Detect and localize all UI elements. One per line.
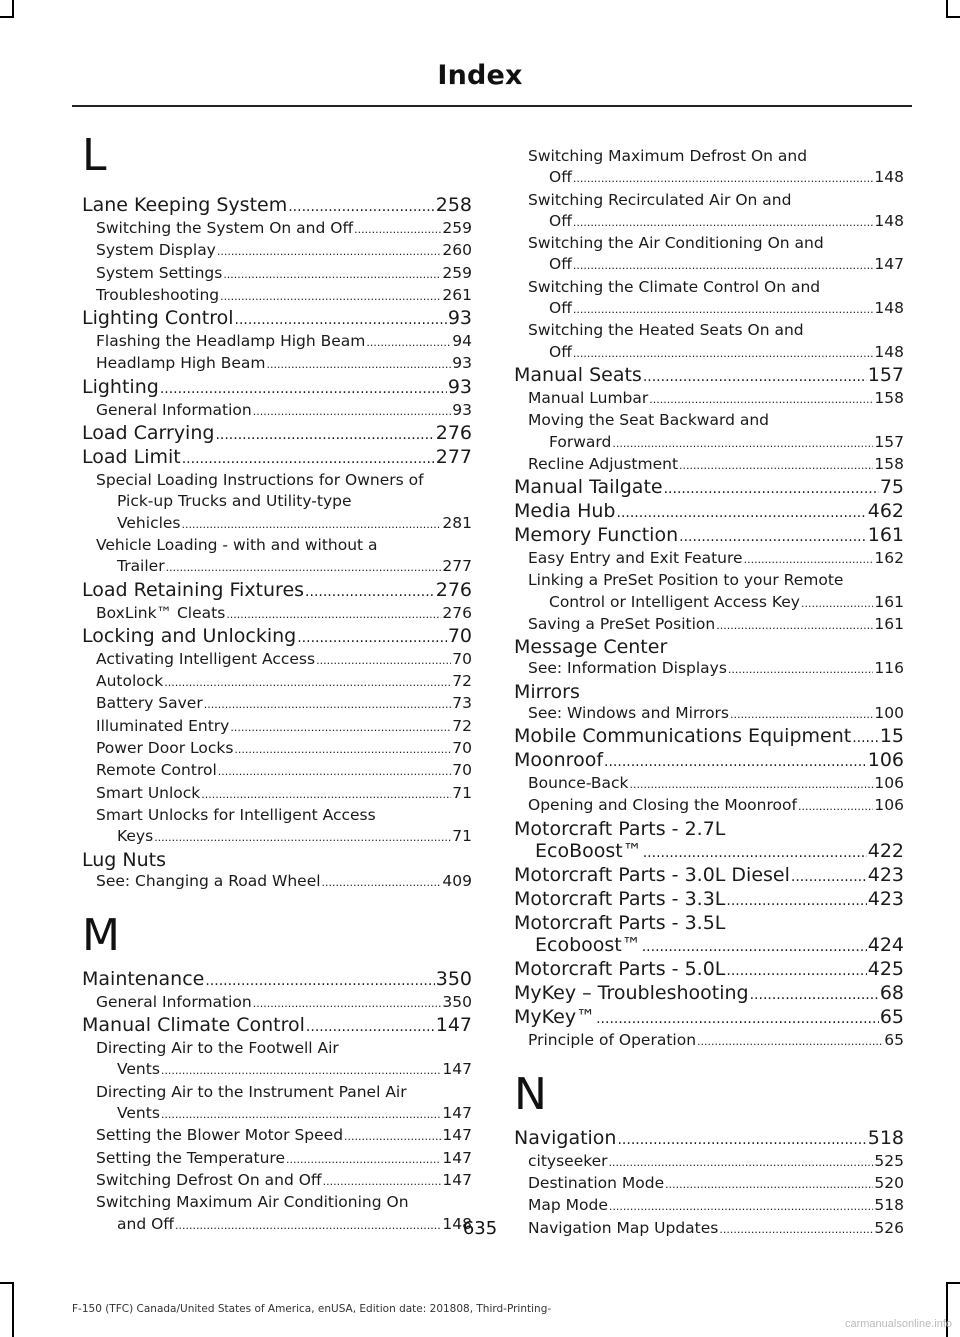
index-entry[interactable]: Motorcraft Parts - 3.3L ..... 423 [514,888,904,912]
index-subentry[interactable]: Recline Adjustment ..... 158 [514,454,904,476]
index-entry[interactable]: Message Center [514,636,668,659]
index-subentry[interactable]: Switching Defrost On and Off ..... 147 [82,1170,472,1192]
index-subentry[interactable]: Trailer ..... 277 [82,556,472,578]
index-entry[interactable]: Lighting Control ..... 93 [82,307,472,331]
index-subentry[interactable]: Switching the System On and Off ..... 259 [82,218,472,240]
index-entry[interactable]: Memory Function ..... 161 [514,524,904,548]
crop-mark [0,1282,14,1284]
index-entry[interactable]: Lighting ..... 93 [82,376,472,400]
index-subentry[interactable]: Activating Intelligent Access ..... 70 [82,649,472,671]
index-entry[interactable]: EcoBoost™ ..... 422 [514,840,904,864]
index-entry[interactable]: Maintenance ..... 350 [82,968,472,992]
crop-mark [0,16,14,18]
index-subentry[interactable]: Vents ..... 147 [82,1059,472,1081]
header-rule [72,105,912,107]
index-column-left [82,130,472,1236]
index-subentry[interactable]: Keys ..... 71 [82,826,472,848]
page-number: 635 [462,1218,498,1239]
index-subentry[interactable]: Vents ..... 147 [82,1103,472,1125]
index-subentry[interactable]: Off ..... 148 [514,298,904,320]
index-subentry[interactable]: General Information ..... 350 [82,992,472,1014]
watermark: carmanualsonline.info [844,1318,952,1330]
index-subentry-line: Vehicle Loading - with and without a [96,535,378,554]
index-subentry[interactable]: General Information ..... 93 [82,400,472,422]
index-subentry[interactable]: Manual Lumbar ..... 158 [514,388,904,410]
index-entry-line: Motorcraft Parts - 2.7L [514,817,726,840]
page-title: Index [437,60,523,91]
index-subentry[interactable]: cityseeker ..... 525 [514,1151,904,1173]
index-subentry-line: Switching the Air Conditioning On and [528,234,824,253]
index-entry[interactable]: Manual Climate Control ..... 147 [82,1014,472,1038]
index-subentry-line: Switching the Heated Seats On and [528,321,804,340]
index-subentry[interactable]: Setting the Temperature ..... 147 [82,1148,472,1170]
index-subentry-line: Directing Air to the Instrument Panel Air [96,1082,407,1101]
index-subentry[interactable]: See: Information Displays ..... 116 [514,658,904,680]
index-subentry[interactable]: See: Windows and Mirrors ..... 100 [514,703,904,725]
index-subentry[interactable]: System Settings ..... 259 [82,263,472,285]
index-subentry[interactable]: See: Changing a Road Wheel ..... 409 [82,871,472,893]
index-subentry[interactable]: Illuminated Entry ..... 72 [82,716,472,738]
index-entry-line: Motorcraft Parts - 3.5L [514,911,726,934]
index-entry[interactable]: Lug Nuts [82,848,166,871]
index-subentry-line: Linking a PreSet Position to your Remote [528,571,844,590]
index-subentry[interactable]: Bounce-Back ..... 106 [514,773,904,795]
crop-mark [946,1282,960,1284]
index-subentry-line: Switching Recirculated Air On and [528,190,792,209]
crop-mark [946,16,960,18]
index-subentry-line: Directing Air to the Footwell Air [96,1039,339,1058]
index-subentry-line: Moving the Seat Backward and [528,411,769,430]
index-subentry[interactable]: System Display ..... 260 [82,240,472,262]
index-subentry[interactable]: Off ..... 147 [514,254,904,276]
index-entry[interactable]: Locking and Unlocking ..... 70 [82,625,472,649]
index-entry[interactable]: Motorcraft Parts - 3.0L Diesel ..... 423 [514,864,904,888]
index-subentry[interactable]: Troubleshooting ..... 261 [82,285,472,307]
index-subentry[interactable]: Navigation Map Updates ..... 526 [514,1218,904,1240]
index-entry[interactable]: Lane Keeping System ..... 258 [82,194,472,218]
index-entry[interactable]: Motorcraft Parts - 5.0L ..... 425 [514,958,904,982]
index-subentry-line: Pick-up Trucks and Utility-type [117,492,352,511]
index-entry[interactable]: Media Hub ..... 462 [514,500,904,524]
index-subentry-line: Smart Unlocks for Intelligent Access [96,805,376,824]
index-subentry[interactable]: Setting the Blower Motor Speed ..... 147 [82,1125,472,1147]
index-subentry[interactable]: Saving a PreSet Position ..... 161 [514,614,904,636]
index-subentry[interactable]: Flashing the Headlamp High Beam ..... 94 [82,331,472,353]
section-letter: M [82,909,120,961]
index-subentry-line: Special Loading Instructions for Owners of [96,471,424,490]
section-letter: L [82,130,107,181]
index-entry[interactable]: Mobile Communications Equipment ..... 15 [514,725,904,749]
index-subentry-line: Switching the Climate Control On and [528,277,821,296]
index-subentry[interactable]: Remote Control ..... 70 [82,760,472,782]
index-subentry-line: Switching Maximum Defrost On and [528,147,808,165]
index-subentry[interactable]: Smart Unlock ..... 71 [82,783,472,805]
index-subentry[interactable]: Autolock ..... 72 [82,671,472,693]
index-entry[interactable]: Ecoboost™ ..... 424 [514,934,904,958]
index-entry[interactable]: Navigation ..... 518 [514,1127,904,1151]
index-entry[interactable]: Manual Tailgate ..... 75 [514,476,904,500]
index-subentry[interactable]: Opening and Closing the Moonroof ..... 106 [514,795,904,817]
index-subentry[interactable]: Vehicles ..... 281 [82,513,472,535]
index-subentry-line: Switching Maximum Air Conditioning On [96,1193,409,1212]
footer-edition-text: F-150 (TFC) Canada/United States of America, enUSA, Edition date: 201808, Third-Printing- [72,1303,552,1315]
crop-mark [12,1282,14,1337]
index-subentry[interactable]: BoxLink™ Cleats ..... 276 [82,603,472,625]
index-entry[interactable]: Moonroof ..... 106 [514,749,904,773]
index-subentry[interactable]: Control or Intelligent Access Key ..... 161 [514,592,904,614]
index-subentry[interactable]: Off ..... 148 [514,167,904,189]
index-subentry[interactable]: Principle of Operation ..... 65 [514,1030,904,1052]
index-entry[interactable]: MyKey – Troubleshooting ..... 68 [514,982,904,1006]
index-subentry[interactable]: Destination Mode ..... 520 [514,1173,904,1195]
index-entry[interactable]: MyKey™ ..... 65 [514,1006,904,1030]
index-subentry[interactable]: Headlamp High Beam ..... 93 [82,353,472,375]
index-subentry[interactable]: Battery Saver ..... 73 [82,693,472,715]
index-entry[interactable]: Load Retaining Fixtures ..... 276 [82,579,472,603]
index-entry[interactable]: Mirrors [514,680,580,703]
index-column-right [514,146,904,1240]
section-letter: N [514,1068,547,1120]
index-subentry[interactable]: Forward ..... 157 [514,432,904,454]
index-entry[interactable]: Load Carrying ..... 276 [82,422,472,446]
index-subentry[interactable]: Power Door Locks ..... 70 [82,738,472,760]
index-subentry[interactable]: Easy Entry and Exit Feature ..... 162 [514,548,904,570]
index-subentry[interactable]: Off ..... 148 [514,342,904,364]
index-entry[interactable]: Manual Seats ..... 157 [514,364,904,388]
index-entry[interactable]: Load Limit ..... 277 [82,446,472,470]
index-subentry[interactable]: and Off ..... 148 [82,1214,472,1236]
index-subentry[interactable]: Map Mode ..... 518 [514,1195,904,1217]
index-subentry[interactable]: Off ..... 148 [514,211,904,233]
